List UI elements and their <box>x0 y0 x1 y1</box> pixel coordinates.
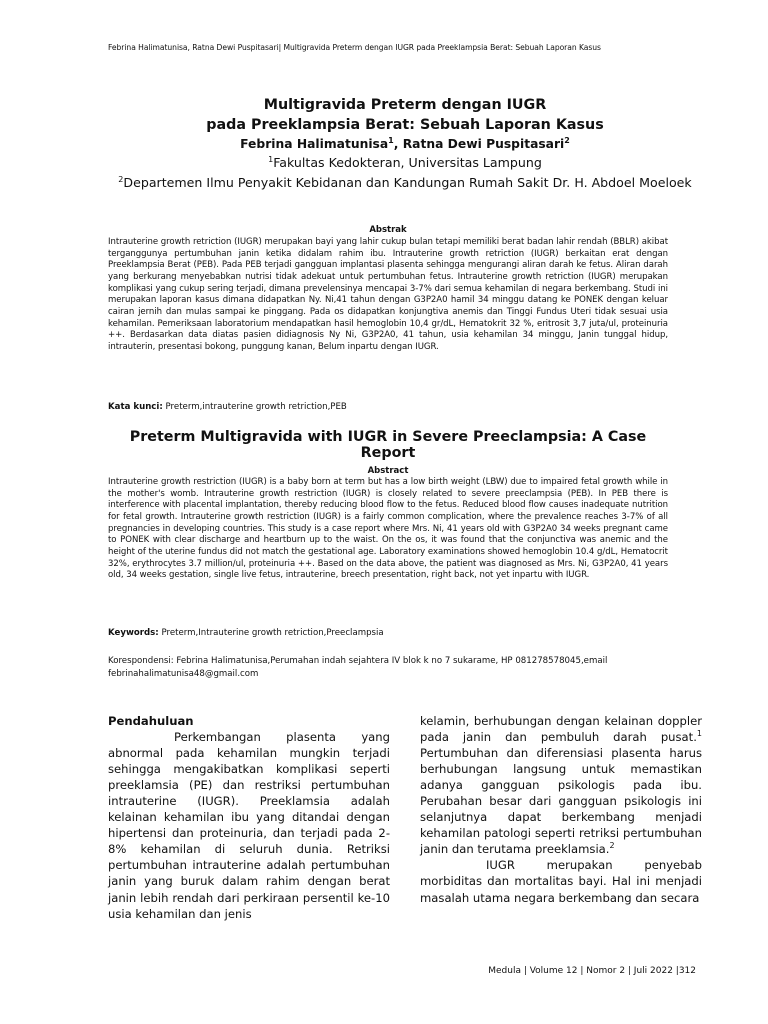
section-heading-pendahuluan: Pendahuluan <box>108 714 194 728</box>
citation-2: 2 <box>609 841 615 851</box>
affiliation-2-sup: 2 <box>118 174 124 184</box>
paragraph-right-1 <box>420 713 702 857</box>
keywords-label: Keywords: <box>108 628 159 638</box>
kata-kunci <box>108 401 668 413</box>
affiliation-2-text: Departemen Ilmu Penyakit Kebidanan dan Kandungan Rumah Sakit Dr. H. Abdoel Moeloek <box>123 175 692 190</box>
correspondence <box>108 655 668 680</box>
paragraph-right-2: IUGR merupakan penyebab morbiditas dan mortalitas bayi. Hal ini menjadi masalah utama negara berkembang dan secara <box>420 858 702 905</box>
keywords <box>108 627 668 639</box>
correspondence-line-1: Korespondensi: Febrina Halimatunisa,Perumahan indah sejahtera IV blok k no 7 sukarame, HP 081278578045,email <box>108 656 608 666</box>
correspondence-email: febrinahalimatunisa48@gmail.com <box>108 668 259 679</box>
title-block <box>100 95 710 193</box>
running-head: Febrina Halimatunisa, Ratna Dewi Puspitasari| Multigravida Preterm dengan IUGR pada Preeklampsia Berat: Sebuah Laporan Kasus <box>108 43 601 52</box>
author-2: Ratna Dewi Puspitasari <box>402 137 565 151</box>
abstrak-text: Intrauterine growth retriction (IUGR) merupakan bayi yang lahir cukup bulan tetapi memiliki berat badan lahir rendah (BBLR) akibat terganggunya pertumbuhan janin ketika didalam rahim ibu. Intrauterine growth retriction (IUGR) berkaitan erat dengan Preeklampsia Berat (PEB). Pada PEB terjadi gangguan implantasi plasenta sehingga mengurangi aliran darah ke fetus. Aliran darah yang berkurang menyebabkan nutrisi tidak adekuat untuk pertumbuhan fetus. Intrauterine growth retriction (IUGR) merupakan komplikasi yang cukup sering terjadi, dimana prevelensinya mencapai 3-7% dari semua kehamilan di negara berkembang. Studi ini merupakan laporan kasus dimana didapatkan Ny. Ni,41 tahun dengan G3P2A0 hamil 34 minggu datang ke PONEK dengan keluar cairan jernih dan mulas sampai ke pinggang. Pada os didapatkan konjungtiva anemis dan Tinggi Fundus Uteri tidak sesuai usia kehamilan. Pemeriksaan laboratorium mendapatkan hasil hemoglobin 10,4 gr/dL, Hematokrit 32 %, eritrosit 3,7 juta/ul, proteinuria ++. Berdasarkan data diatas pasien didiagnosis Ny Ni, G3P2A0, 41 tahun, usia kehamilan 34 minggu, Janin tunggal hidup, intrauterin, presentasi bokong, punggung kanan, Belum inpartu dengan IUGR. <box>108 237 668 352</box>
abstract-heading: Abstract <box>367 466 409 476</box>
article-title-line-2: pada Preeklampsia Berat: Sebuah Laporan Kasus <box>206 117 604 133</box>
kata-kunci-label: Kata kunci: <box>108 402 163 412</box>
body-column-left <box>108 713 390 922</box>
author-1-sup: 1 <box>388 135 394 145</box>
affiliation-1-text: Fakultas Kedokteran, Universitas Lampung <box>273 155 542 170</box>
paragraph-left: Perkembangan plasenta yang abnormal pada kehamilan mungkin terjadi sehingga mengakibatkan komplikasi seperti preeklamsia (PE) dan restriksi pertumbuhan intrauterine (IUGR). Preeklamsia adalah kelainan kehamilan ibu yang ditandai dengan hipertensi dan proteinuria, dan terjadi pada 2-8% kehamilan di seluruh dunia. Retriksi pertumbuhan intrauterine adalah pertumbuhan janin yang buruk dalam rahim dengan berat janin lebih rendah dari perkiraan persentil ke-10 usia kehamilan dan jenis <box>108 730 390 921</box>
kata-kunci-value: Preterm,intrauterine growth retriction,PEB <box>162 402 347 412</box>
article-title-line-1: Multigravida Preterm dengan IUGR <box>263 97 547 113</box>
english-title: Preterm Multigravida with IUGR in Severe Preeclampsia: A Case Report <box>129 429 647 461</box>
citation-1: 1 <box>696 729 702 739</box>
author-2-sup: 2 <box>564 135 570 145</box>
abstrak-heading: Abstrak <box>369 225 407 235</box>
author-1: Febrina Halimatunisa <box>240 137 389 151</box>
affiliation-2 <box>100 173 710 193</box>
authors <box>100 135 710 153</box>
affiliation-1-sup: 1 <box>268 154 274 164</box>
paragraph-right-1-a: kelamin, berhubungan dengan kelainan doppler pada janin dan pembuluh darah pusat. <box>420 714 702 745</box>
author-separator: , <box>393 137 403 151</box>
page-footer: Medula | Volume 12 | Nomor 2 | Juli 2022 |312 <box>488 966 696 976</box>
paragraph-right-1-b: Pertumbuhan dan diferensiasi plasenta harus berhubungan langsung untuk memastikan adanya gangguan psikologis pada ibu. Perubahan besar dari gangguan psikologis ini selanjutnya dapat berkembang menjadi kehamilan patologi seperti retriksi pertumbuhan janin dan terutama preeklamsia. <box>420 746 702 857</box>
body-column-right <box>420 713 702 906</box>
abstract-text: Intrauterine growth restriction (IUGR) is a baby born at term but has a low birth weight (LBW) due to impaired fetal growth while in the mother's womb. Intrauterine growth restriction (IUGR) is closely related to severe preeclampsia (PEB). In PEB there is interference with placental implantation, thereby reducing blood flow to the fetus. Reduced blood flow causes inadequate nutrition for fetal growth. Intrauterine growth restriction (IUGR) is a fairly common complication, where the prevalence reaches 3-7% of all pregnancies in developing countries. This study is a case report where Mrs. Ni, 41 years old with G3P2A0 34 weeks pregnant came to PONEK with clear discharge and heartburn up to the waist. On the os, it was found that the conjunctiva was anemic and the height of the uterine fundus did not match the gestational age. Laboratory examinations showed hemoglobin 10.4 g/dL, Hematocrit 32%, erythrocytes 3.7 million/ul, proteinuria ++. Based on the data above, the patient was diagnosed as Mrs. Ni, G3P2A0, 41 years old, 34 weeks gestation, single live fetus, intrauterine, breech presentation, right back, not yet inpartu with IUGR. <box>108 477 668 581</box>
affiliation-1 <box>100 153 710 173</box>
keywords-value: Preterm,Intrauterine growth retriction,Preeclampsia <box>158 628 384 638</box>
